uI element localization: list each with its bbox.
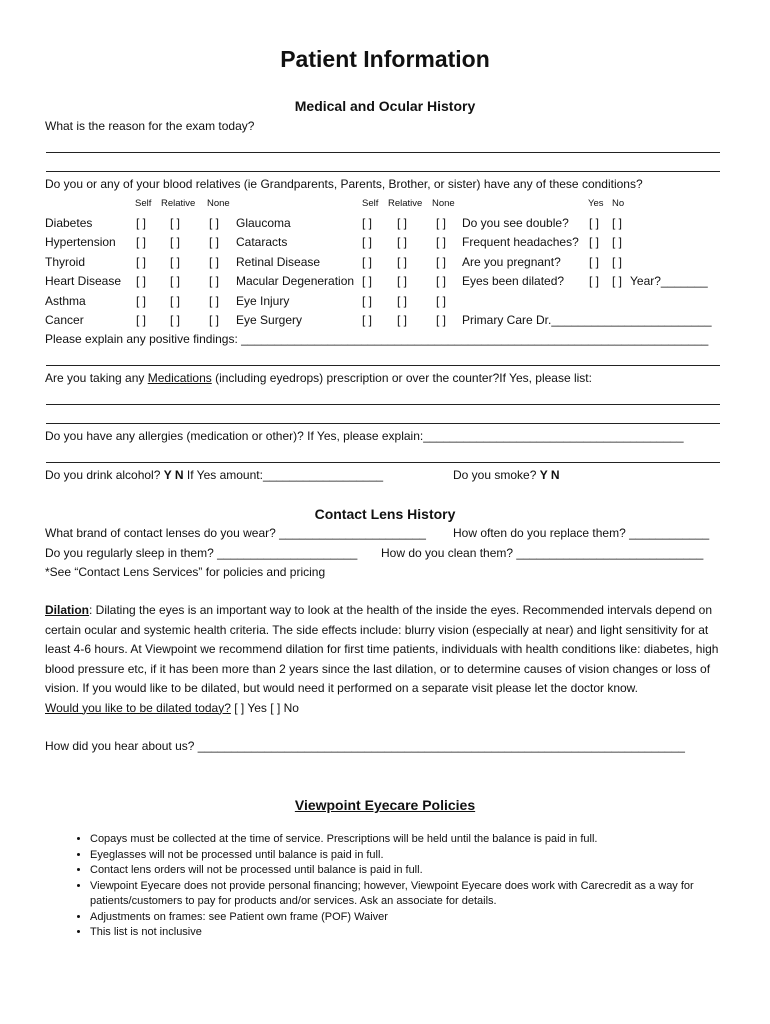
checkbox[interactable]: [ ] [362,274,373,288]
checkbox[interactable]: [ ] [589,216,600,230]
contact-replace-field[interactable]: How often do you replace them? ____________ [453,526,710,540]
checkbox[interactable]: [ ] [170,235,181,249]
checkbox[interactable]: [ ] [136,274,147,288]
medications-link: Medications [147,371,212,385]
checkbox[interactable]: [ ] [170,274,181,288]
checkbox[interactable]: [ ] [170,216,181,230]
checkbox[interactable]: [ ] [209,294,220,308]
checkbox[interactable]: [ ] [362,294,373,308]
question-label: Do you see double? [462,216,569,230]
condition-label: Glaucoma [236,216,291,230]
contact-lens-heading: Contact Lens History [314,506,456,522]
checkbox[interactable]: [ ] [362,216,373,230]
checkbox[interactable]: [ ] [436,294,447,308]
policies-list [45,832,770,941]
allergies-field[interactable]: Do you have any allergies (medication or other)? If Yes, please explain:_______________________________________ [45,429,684,443]
dilation-label: Dilation [45,603,89,617]
checkbox[interactable]: [ ] [397,255,408,269]
answer-line[interactable] [46,404,720,405]
dilation-answer[interactable]: [ ] Yes [ ] No [230,700,299,715]
smoke-question: Do you smoke? Y N [453,468,560,482]
checkbox[interactable]: [ ] [209,235,220,249]
list-item: • Eyeglasses will not be processed until balance is paid in full. [90,848,770,864]
condition-label: Eye Injury [236,294,290,308]
checkbox[interactable]: [ ] [170,294,181,308]
col-yes: Yes [588,198,604,209]
page-title: Patient Information [280,46,490,72]
checkbox[interactable]: [ ] [136,255,147,269]
checkbox[interactable]: [ ] [397,216,408,230]
checkbox[interactable]: [ ] [436,255,447,269]
checkbox[interactable]: [ ] [436,274,447,288]
answer-line[interactable] [46,171,720,172]
alcohol-amount-field[interactable]: If Yes amount:__________________ [186,468,384,482]
checkbox[interactable]: [ ] [170,313,181,327]
checkbox[interactable]: [ ] [362,255,373,269]
medications-question: Are you taking any Medications (including eyedrops) prescription or over the counter?If Yes, please list: [45,371,592,385]
medical-history-heading: Medical and Ocular History [294,98,476,114]
condition-label: Retinal Disease [236,255,321,269]
list-item: • Adjustments on frames: see Patient own frame (POF) Waiver [90,910,770,926]
checkbox[interactable]: [ ] [362,235,373,249]
dilation-paragraph: Dilation: Dilating the eyes is an important way to look at the health of the inside the eyes. Recommended intervals depend on certain ocular and systemic health criteria. The side effects include: blurry vision (especially at near) and light sensitivity for at least 4-6 hours. At Viewpoint we recommend dilation for first time patients, individuals with health conditions like: diabetes, high blood pressure etc, if it has been more than 2 years since the last dilation, or to determine causes of vision changes or loss of vision. If you would like to be dilated, but would need it performed on a separate visit please let the doctor know.Would you like to be dilated today? [ ] Yes [ ] No [45,603,719,715]
question-label: Eyes been dilated? [462,274,565,288]
contact-brand-field[interactable]: What brand of contact lenses do you wear? ______________________ [45,526,426,540]
checkbox[interactable]: [ ] [136,216,147,230]
list-item: • Copays must be collected at the time of service. Prescriptions will be held until the balance is paid in full. [90,832,770,848]
year-field[interactable]: Year?_______ [630,274,708,288]
checkbox[interactable]: [ ] [436,235,447,249]
checkbox[interactable]: [ ] [362,313,373,327]
checkbox[interactable]: [ ] [589,235,600,249]
positive-findings-field[interactable]: Please explain any positive findings: ______________________________________________________________________ [45,332,709,346]
answer-line[interactable] [46,462,720,463]
checkbox[interactable]: [ ] [612,235,623,249]
col-self: Self [135,198,152,209]
answer-line[interactable] [46,152,720,153]
list-item: • This list is not inclusive [90,925,770,941]
condition-label: Diabetes [45,216,93,230]
checkbox[interactable]: [ ] [397,274,408,288]
contact-clean-field[interactable]: How do you clean them? ____________________________ [381,546,704,560]
checkbox[interactable]: [ ] [397,294,408,308]
col-self: Self [362,198,379,209]
condition-label: Cataracts [236,235,288,249]
contact-note: *See “Contact Lens Services” for policies and pricing [45,565,326,579]
checkbox[interactable]: [ ] [612,274,623,288]
alcohol-question: Do you drink alcohol? Y N If Yes amount:__________________ [45,468,384,482]
checkbox[interactable]: [ ] [209,216,220,230]
relatives-question: Do you or any of your blood relatives (ie Grandparents, Parents, Brother, or sister) have any of these conditions? [45,177,643,191]
answer-line[interactable] [46,423,720,424]
checkbox[interactable]: [ ] [209,255,220,269]
checkbox[interactable]: [ ] [136,294,147,308]
hear-about-field[interactable]: How did you hear about us? _________________________________________________________________________ [45,739,685,753]
col-no: No [612,198,625,209]
list-item: • Viewpoint Eyecare does not provide personal financing; however, Viewpoint Eyecare does work with Carecredit as a way for patients/customers to pay for products and/or services. Ask an associate for details. [90,879,770,910]
condition-label: Eye Surgery [236,313,303,327]
checkbox[interactable]: [ ] [612,255,623,269]
question-label: Are you pregnant? [462,255,561,269]
list-item: • Contact lens orders will not be processed until balance is paid in full. [90,863,770,879]
checkbox[interactable]: [ ] [209,274,220,288]
checkbox[interactable]: [ ] [170,255,181,269]
checkbox[interactable]: [ ] [589,255,600,269]
contact-sleep-field[interactable]: Do you regularly sleep in them? _____________________ [45,546,358,560]
condition-label: Asthma [45,294,86,308]
condition-label: Macular Degeneration [236,274,355,288]
checkbox[interactable]: [ ] [436,216,447,230]
col-relative: Relative [161,198,196,209]
question-label: Frequent headaches? [462,235,579,249]
smoke-yn[interactable]: Y N [539,468,560,482]
checkbox[interactable]: [ ] [136,235,147,249]
condition-label: Hypertension [45,235,116,249]
primary-care-field[interactable]: Primary Care Dr.________________________ [462,313,712,327]
checkbox[interactable]: [ ] [589,274,600,288]
checkbox[interactable]: [ ] [136,313,147,327]
col-relative: Relative [388,198,423,209]
answer-line[interactable] [46,365,720,366]
policies-heading: Viewpoint Eyecare Policies [294,797,476,813]
col-none: None [207,198,230,209]
condition-label: Heart Disease [45,274,122,288]
col-none: None [432,198,455,209]
dilation-question: Would you like to be dilated today? [45,700,231,715]
condition-label: Thyroid [45,255,86,269]
reason-question: What is the reason for the exam today? [45,119,255,133]
checkbox[interactable]: [ ] [209,313,220,327]
condition-label: Cancer [45,313,84,327]
checkbox[interactable]: [ ] [397,235,408,249]
checkbox[interactable]: [ ] [612,216,623,230]
checkbox[interactable]: [ ] [397,313,408,327]
checkbox[interactable]: [ ] [436,313,447,327]
alcohol-yn[interactable]: Y N [163,468,184,482]
